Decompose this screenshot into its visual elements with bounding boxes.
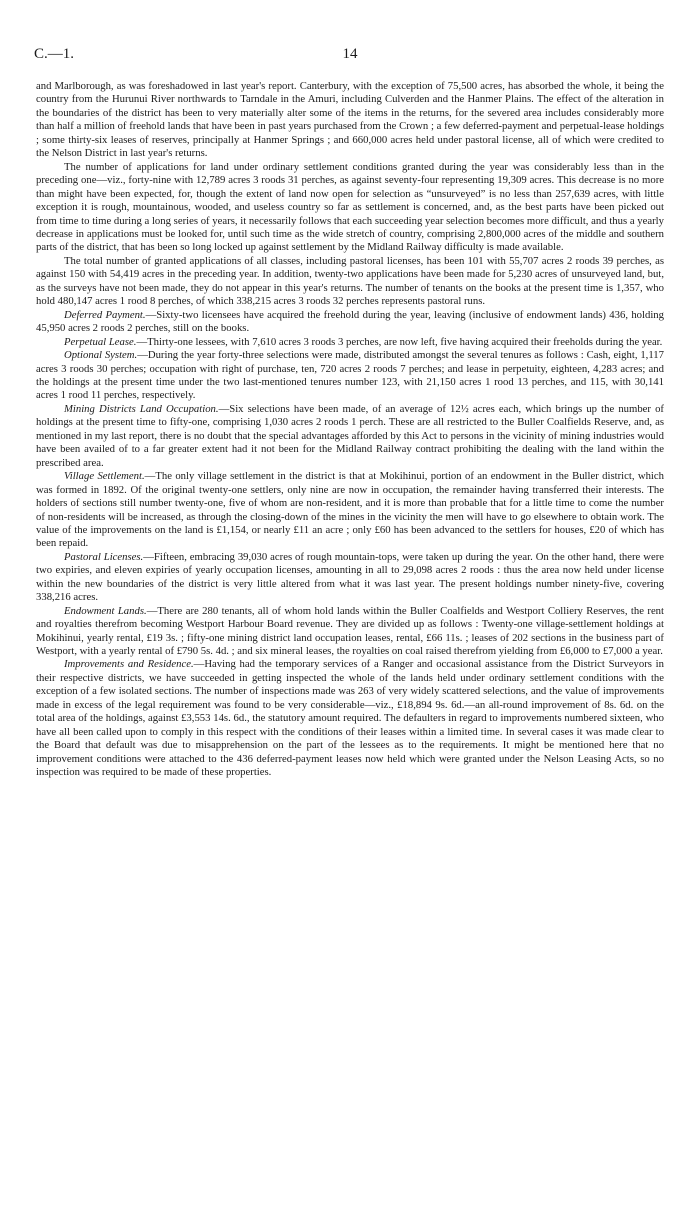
- section-heading: Optional System.: [64, 349, 138, 362]
- section-heading: Deferred Payment.: [64, 308, 146, 321]
- paragraph-perpetual-lease: Perpetual Lease.—Thirty-one lessees, with 7,610 acres 3 roods 3 perches, are now left, five having acquired their freeholds during the year.: [64, 335, 663, 348]
- paragraph-pastoral-licenses: Pastoral Licenses.—Fifteen, embracing 39,030 acres of rough mountain-tops, were taken up during the year. On the other hand, there were two expiries, and eleven expiries of yearly occupation licenses, amounting in all to 29,098 acres 2 roods : thus the area now held under license within the new boundaries of the district is very little altered from what it was last year. The present holdings number ninety-five, covering 338,216 acres.: [36, 550, 664, 604]
- section-heading: Perpetual Lease.: [64, 335, 137, 348]
- paragraph-deferred-payment: Deferred Payment.—Sixty-two licensees have acquired the freehold during the year, leaving (inclusive of endowment lands) 436, holding 45,950 acres 2 roods 2 perches, still on the books.: [36, 308, 664, 335]
- report-body: [36, 80, 664, 780]
- section-heading: Endowment Lands.: [64, 604, 147, 617]
- parliamentary-paper-reference: C.—1.: [34, 46, 75, 62]
- section-heading: Pastoral Licenses.: [64, 550, 144, 563]
- section-heading: Mining Districts Land Occupation.: [64, 402, 219, 415]
- section-heading: Village Settlement.: [64, 470, 145, 483]
- paragraph-endowment-lands: Endowment Lands.—There are 280 tenants, all of whom hold lands within the Buller Coalfields and Westport Colliery Reserves, the rent and royalties therefrom becoming Westport Harbour Board revenue. They are divided up as follows : Twenty-one village-settlement holdings at Mokihinui, yearly rental, £19 3s. ; fifty-one mining district land occupation leases, rental, £66 11s. ; leases of 202 sections in the business part of Westport, with a yearly rental of £790 5s. 4d. ; and six mineral leases, the royalties on coal raised therefrom yielding from £6,000 to £7,000 a year.: [36, 604, 664, 658]
- paragraph-village-settlement: Village Settlement.—The only village settlement in the district is that at Mokihinui, portion of an endowment in the Buller district, which was formed in 1892. Of the original twenty-one settlers, only nine are now in occupation, the remainder having transferred their interests. The holders of sections still number twenty-one, five of whom are non-resident, and it is more than probable that for a little time to come the number of non-residents will be increased, as through the closing-down of the mines in the vicinity the men will have to go elsewhere to obtain work. The value of the improvements on the land is £1,154, or nearly £11 an acre ; only £60 has been advanced to the settlers for houses, £20 of which has been repaid.: [36, 470, 664, 550]
- paragraph-improvements: Improvements and Residence.—Having had the temporary services of a Ranger and occasional assistance from the District Surveyors in their respective districts, we have succeeded in getting inspected the whole of the lands held under ordinary settlement conditions with the exception of a few isolated sections. The number of inspections made was 263 of very widely scattered selections, and the value of improvements made in excess of the legal requirement was found to be very considerable—viz., £18,894 9s. 6d.—an all-round improvement of 8s. 6d. on the total area of the holdings, against £3,553 14s. 6d., the statutory amount required. The defaulters in regard to improvements numbered sixteen, who have all been called upon to comply in this respect with the conditions of their leases within a limited time. In several cases it was made clear to the Board that default was due to misapprehension on the part of the lessees as to the requirements. It might be mentioned here that no improvement conditions were attached to the 436 deferred-payment leases now held which were granted under the Nelson Leasing Acts, so no inspection was required to be made of these properties.: [36, 658, 664, 779]
- section-heading: Improvements and Residence.: [64, 658, 194, 671]
- paragraph-optional-system: Optional System.—During the year forty-three selections were made, distributed amongst the several tenures as follows : Cash, eight, 1,117 acres 3 roods 30 perches; occupation with right of purchase, ten, 720 acres 2 roods 7 perches; and lease in perpetuity, eighteen, 4,283 acres; and the holdings at the present time under the two last-mentioned tenures number 123, with 21,150 acres 1 rood 13 perches, and 115, with 30,141 acres 1 rood 11 perches, respectively.: [36, 349, 664, 402]
- paragraph-mining-districts: Mining Districts Land Occupation.—Six selections have been made, of an average of 12½ acres each, which brings up the number of holdings at the present time to fifty-one, comprising 1,030 acres 2 roods 1 perch. These are all restricted to the Buller Coalfields Reserve, and, as mentioned in my last report, there is no doubt that the special advantages afforded by this Act to persons in the vicinity of mining industries would have been availed of to a far greater extent had it not been for the Midland Railway contract prohibiting the dealing with the land within the prescribed area.: [36, 402, 664, 469]
- paragraph-continuation: and Marlborough, as was foreshadowed in last year's report. Canterbury, with the exception of 75,500 acres, has absorbed the whole, it being the country from the Hurunui River northwards to Tarndale in the Amuri, including Culverden and the Hanmer Plains. The effect of the alteration in the boundaries of the district has been to very materially alter some of the items in the returns, for the severed area includes considerably more than half a million of freehold lands that have been in past years purchased from the Crown ; a few deferred-payment and perpetual-lease holdings ; some thirty-six leases of reserves, principally at Hanmer Springs ; and 660,000 acres held under pastoral license, all of which were credited to the Nelson District in last year's returns.: [36, 80, 664, 160]
- page-header: [34, 46, 666, 66]
- paragraph-total-applications: The total number of granted applications of all classes, including pastoral licenses, has been 101 with 55,707 acres 2 roods 39 perches, as against 150 with 54,419 acres in the preceding year. In addition, twenty-two applications have been made for 5,230 acres of unsurveyed land, but, as the surveys have not been made, they do not appear in this year's returns. The number of tenants on the books at the present time is 1,357, who hold 480,147 acres 1 rood 8 perches, of which 338,215 acres 3 roods 32 perches represents pastoral runs.: [36, 254, 664, 308]
- paragraph-applications: The number of applications for land under ordinary settlement conditions granted during the year was considerably less than in the preceding one—viz., forty-nine with 12,789 acres 3 roods 31 perches, as against seventy-four representing 19,309 acres. This decrease is no more than might have been expected, for, though the extent of land now open for selection as “unsurveyed” is no less than 257,639 acres, with little exception it is rough, mountainous, wooded, and useless country so far as settlement is concerned, and, as the best parts have been picked out from time to time during a long series of years, it necessarily follows that each succeeding year selection becomes more difficult, and thus a yearly decrease in applications must be looked for, until such time as the wide stretch of country, comprising 2,800,000 acres of the middle and southern parts of the district, that has been so long locked up against settlement by the Midland Railway difficulty is made available.: [36, 160, 664, 254]
- page-number: 14: [342, 46, 358, 62]
